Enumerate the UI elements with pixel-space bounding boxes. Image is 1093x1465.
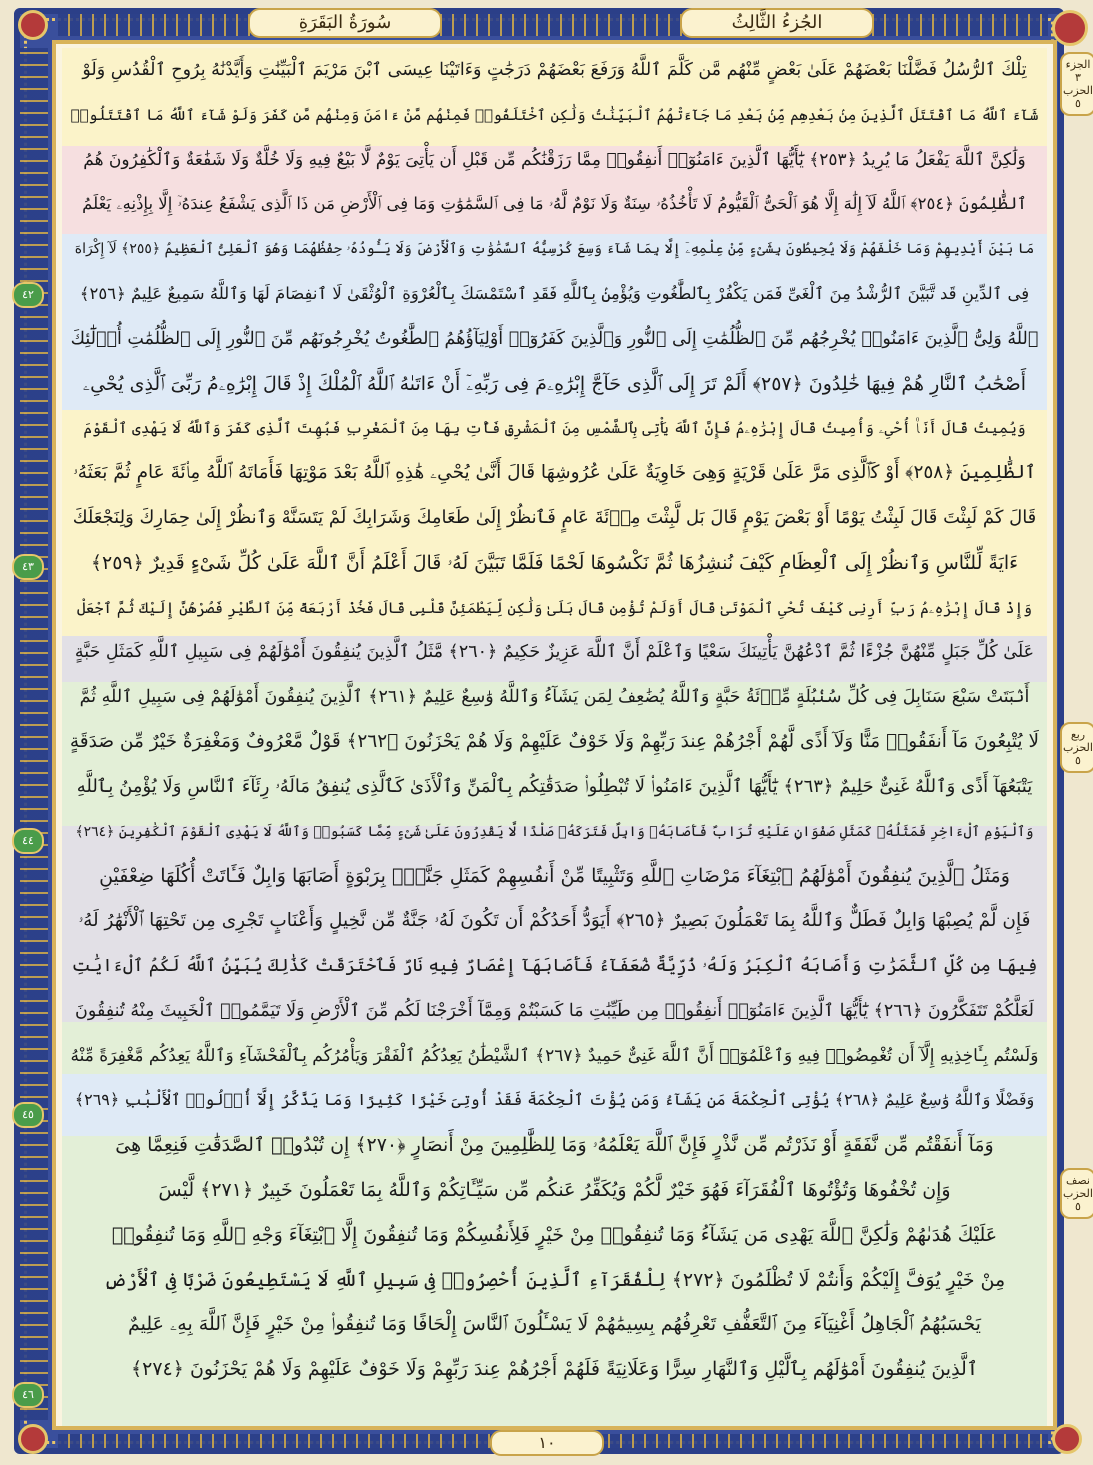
hizb-number: ٤٥: [12, 1102, 44, 1128]
text-line: عَلَىٰ كُلِّ جَبَلٍ مِّنْهُنَّ جُزْءًا ثُمَّ ٱدْعُهُنَّ يَأْتِينَكَ سَعْيًا وَٱعْلَمْ أَنَّ ٱللَّهَ عَزِيزٌ حَكِيمٌ ﴿٢٦٠﴾ مَّثَلُ ٱلَّذِينَ يُنفِقُونَ أَمْوَٰلَهُمْ فِى سَبِيلِ ٱللَّهِ كَمَثَلِ حَبَّةٍ: [74, 642, 1035, 663]
text-line: أَصْحَٰبُ ٱلنَّارِ هُمْ فِيهَا خَٰلِدُونَ ﴿٢٥٧﴾ أَلَمْ تَرَ إِلَى ٱلَّذِى حَآجَّ إِبْرَٰهِۦمَ فِى رَبِّهِۦٓ أَنْ ءَاتَىٰهُ ٱللَّهُ ٱلْمُلْكَ إِذْ قَالَ إِبْرَٰهِۦمُ رَبِّىَ ٱلَّذِى يُحْىِۦ: [82, 372, 1027, 395]
top-ornament: [58, 14, 1048, 36]
text-line: ءَايَةً لِّلنَّاسِ وَٱنظُرْ إِلَى ٱلْعِظَامِ كَيْفَ نُنشِزُهَا ثُمَّ نَكْسُوهَا لَحْمًا فَلَمَّا تَبَيَّنَ لَهُۥ قَالَ أَعْلَمُ أَنَّ ٱللَّهَ عَلَىٰ كُلِّ شَىْءٍ قَدِيرٌ ﴿٢٥٩﴾: [90, 551, 1019, 574]
text-line: وَإِن تُخْفُوهَا وَتُؤْتُوهَا ٱلْفُقَرَآءَ فَهُوَ خَيْرٌ لَّكُمْ وَيُكَفِّرُ عَنكُم مِّن سَيِّـَٔاتِكُمْ وَٱللَّهُ بِمَا تَعْمَلُونَ خَبِيرٌ ﴿٢٧١﴾ لَّيْسَ: [158, 1178, 951, 1201]
text-line: وَٱلْيَوْمِ ٱلْءَاخِرِ فَمَثَلُهُۥ كَمَثَلِ صَفْوَانٍ عَلَيْهِ تُرَابٌ فَأَصَابَهُۥ وَابِلٌ فَتَرَكَهُۥ صَلْدًا لَّا يَقْدِرُونَ عَلَىٰ شَىْءٍ مِّمَّا كَسَبُوا۟ وَٱللَّهُ لَا يَهْدِى ٱلْقَوْمَ ٱلْكَٰفِرِينَ ﴿٢٦٤﴾: [75, 823, 1034, 840]
text-line: أَنۢبَتَتْ سَبْعَ سَنَابِلَ فِى كُلِّ سُنۢبُلَةٍ مِّا۟ئَةُ حَبَّةٍ وَٱللَّهُ يُضَٰعِفُ لِمَن يَشَآءُ وَٱللَّهُ وَٰسِعٌ عَلِيمٌ ﴿٢٦١﴾ ٱلَّذِينَ يُنفِقُونَ أَمْوَٰلَهُمْ فِى سَبِيلِ ٱللَّهِ ثُمَّ: [79, 687, 1030, 708]
hizb-number: ٤٤: [12, 828, 44, 854]
hizb-number: ٤٢: [12, 282, 44, 308]
page-number: ١٠: [490, 1430, 604, 1456]
corner-rosette-icon: [18, 10, 48, 40]
verse-text: [62, 48, 1047, 1392]
text-line: وَإِذْ قَالَ إِبْرَٰهِۦمُ رَبِّ أَرِنِى كَيْفَ تُحْىِ ٱلْمَوْتَىٰ قَالَ أَوَلَمْ تُؤْمِن قَالَ بَلَىٰ وَلَٰكِن لِّيَطْمَئِنَّ قَلْبِى قَالَ فَخُذْ أَرْبَعَةً مِّنَ ٱلطَّيْرِ فَصُرْهُنَّ إِلَيْكَ ثُمَّ ٱجْعَلْ: [76, 598, 1033, 617]
corner-rosette-icon: [18, 1424, 48, 1454]
text-line: ٱللَّهُ وَلِىُّ ٱلَّذِينَ ءَامَنُوا۟ يُخْرِجُهُم مِّنَ ٱلظُّلُمَٰتِ إِلَى ٱلنُّورِ وَٱلَّذِينَ كَفَرُوٓا۟ أَوْلِيَآؤُهُمُ ٱلطَّٰغُوتُ يُخْرِجُونَهُم مِّنَ ٱلنُّورِ إِلَى ٱلظُّلُمَٰتِ أُو۟لَٰٓئِكَ: [70, 328, 1039, 349]
text-line: عَلَيْكَ هُدَىٰهُمْ وَلَٰكِنَّ ٱللَّهَ يَهْدِى مَن يَشَآءُ وَمَا تُنفِقُوا۟ مِنْ خَيْرٍ فَلِأَنفُسِكُمْ وَمَا تُنفِقُونَ إِلَّا ٱبْتِغَآءَ وَجْهِ ٱللَّهِ وَمَا تُنفِقُوا۟: [111, 1223, 998, 1246]
text-line: وَيُمِيتُ قَالَ أَنَا۠ أُحْىِۦ وَأُمِيتُ قَالَ إِبْرَٰهِۦمُ فَإِنَّ ٱللَّهَ يَأْتِى بِٱلشَّمْسِ مِنَ ٱلْمَشْرِقِ فَأْتِ بِهَا مِنَ ٱلْمَغْرِبِ فَبُهِتَ ٱلَّذِى كَفَرَ وَٱللَّهُ لَا يَهْدِى ٱلْقَوْمَ: [83, 419, 1026, 438]
text-line: فِى ٱلدِّينِ قَد تَّبَيَّنَ ٱلرُّشْدُ مِنَ ٱلْغَىِّ فَمَن يَكْفُرْ بِٱلطَّٰغُوتِ وَيُؤْمِنۢ بِٱللَّهِ فَقَدِ ٱسْتَمْسَكَ بِٱلْعُرْوَةِ ٱلْوُثْقَىٰ لَا ٱنفِصَامَ لَهَا وَٱللَّهُ سَمِيعٌ عَلِيمٌ ﴿٢٥٦﴾: [79, 283, 1030, 303]
hizb-label: الحزب ٥: [1063, 84, 1093, 110]
left-ornament: [20, 48, 48, 1420]
rub-marker: ربع الحزب ٥: [1060, 722, 1093, 773]
juz-label: الجزء ٣: [1065, 58, 1091, 84]
text-line: قَالَ كَمْ لَبِثْتَ قَالَ لَبِثْتُ يَوْمًا أَوْ بَعْضَ يَوْمٍ قَالَ بَل لَّبِثْتَ مِا۟ئَةَ عَامٍ فَٱنظُرْ إِلَىٰ طَعَامِكَ وَشَرَابِكَ لَمْ يَتَسَنَّهْ وَٱنظُرْ إِلَىٰ حِمَارِكَ وَلِنَجْعَلَكَ: [72, 506, 1037, 528]
text-line: شَآءَ ٱللَّهُ مَا ٱقْتَتَلَ ٱلَّذِينَ مِنۢ بَعْدِهِم مِّنۢ بَعْدِ مَا جَآءَتْهُمُ ٱلْبَيِّنَٰتُ وَلَٰكِنِ ٱخْتَلَفُوا۟ فَمِنْهُم مَّنْ ءَامَنَ وَمِنْهُم مَّن كَفَرَ وَلَوْ شَآءَ ٱللَّهُ مَا ٱقْتَتَلُوا۟: [70, 105, 1039, 124]
hizb-number: ٤٦: [12, 1382, 44, 1408]
text-line: لَا يُتْبِعُونَ مَآ أَنفَقُوا۟ مَنًّا وَلَآ أَذًى لَّهُمْ أَجْرُهُمْ عِندَ رَبِّهِمْ وَلَا خَوْفٌ عَلَيْهِمْ وَلَا هُمْ يَحْزَنُونَ ﴿٢٦٢﴾ قَوْلٌ مَّعْرُوفٌ وَمَغْفِرَةٌ خَيْرٌ مِّن صَدَقَةٍ: [69, 730, 1039, 752]
juz-hizb-marker: [1060, 52, 1093, 116]
corner-rosette-icon: [1052, 10, 1088, 46]
hizb-number: ٤٣: [12, 554, 44, 580]
nisf-marker: نصف الحزب ٥: [1060, 1168, 1093, 1219]
surah-title: سُورَةُ البَقَرَةِ: [248, 8, 442, 38]
text-line: فِيهَا مِن كُلِّ ٱلثَّمَرَٰتِ وَأَصَابَهُ ٱلْكِبَرُ وَلَهُۥ ذُرِّيَّةٌ ضُعَفَآءُ فَأَصَابَهَآ إِعْصَارٌ فِيهِ نَارٌ فَٱحْتَرَقَتْ كَذَٰلِكَ يُبَيِّنُ ٱللَّهُ لَكُمُ ٱلْءَايَٰتِ: [71, 955, 1038, 976]
text-line: وَفَضْلًا وَٱللَّهُ وَٰسِعٌ عَلِيمٌ ﴿٢٦٨﴾ يُؤْتِى ٱلْحِكْمَةَ مَن يَشَآءُ وَمَن يُؤْتَ ٱلْحِكْمَةَ فَقَدْ أُوتِىَ خَيْرًا كَثِيرًا وَمَا يَذَّكَّرُ إِلَّآ أُو۟لُوا۟ ٱلْأَلْبَٰبِ ﴿٢٦٩﴾: [74, 1090, 1035, 1110]
text-line: وَمَثَلُ ٱلَّذِينَ يُنفِقُونَ أَمْوَٰلَهُمُ ٱبْتِغَآءَ مَرْضَاتِ ٱللَّهِ وَتَثْبِيتًا مِّنْ أَنفُسِهِمْ كَمَثَلِ جَنَّةٍۭ بِرَبْوَةٍ أَصَابَهَا وَابِلٌ فَـَٔاتَتْ أُكُلَهَا ضِعْفَيْنِ: [99, 865, 1010, 888]
text-line: ٱلظَّٰلِمِينَ ﴿٢٥٨﴾ أَوْ كَٱلَّذِى مَرَّ عَلَىٰ قَرْيَةٍ وَهِىَ خَاوِيَةٌ عَلَىٰ عُرُوشِهَا قَالَ أَنَّىٰ يُحْىِۦ هَٰذِهِ ٱللَّهُ بَعْدَ مَوْتِهَا فَأَمَاتَهُ ٱللَّهُ مِا۟ئَةَ عَامٍ ثُمَّ بَعَثَهُۥ: [73, 462, 1036, 484]
text-line: وَلَسْتُم بِـَٔاخِذِيهِ إِلَّآ أَن تُغْمِضُوا۟ فِيهِ وَٱعْلَمُوٓا۟ أَنَّ ٱللَّهَ غَنِىٌّ حَمِيدٌ ﴿٢٦٧﴾ ٱلشَّيْطَٰنُ يَعِدُكُمُ ٱلْفَقْرَ وَيَأْمُرُكُم بِٱلْفَحْشَآءِ وَٱللَّهُ يَعِدُكُم مَّغْفِرَةً مِّنْهُ: [70, 1045, 1039, 1066]
text-line: مِنْ خَيْرٍ يُوَفَّ إِلَيْكُمْ وَأَنتُمْ لَا تُظْلَمُونَ ﴿٢٧٢﴾ لِلْفُقَرَآءِ ٱلَّذِينَ أُحْصِرُوا۟ فِى سَبِيلِ ٱللَّهِ لَا يَسْتَطِيعُونَ ضَرْبًا فِى ٱلْأَرْضِ: [103, 1268, 1006, 1291]
text-line: وَلَٰكِنَّ ٱللَّهَ يَفْعَلُ مَا يُرِيدُ ﴿٢٥٣﴾ يَٰٓأَيُّهَا ٱلَّذِينَ ءَامَنُوٓا۟ أَنفِقُوا۟ مِمَّا رَزَقْنَٰكُم مِّن قَبْلِ أَن يَأْتِىَ يَوْمٌ لَّا بَيْعٌ فِيهِ وَلَا خُلَّةٌ وَلَا شَفَٰعَةٌ وَٱلْكَٰفِرُونَ هُمُ: [83, 149, 1026, 170]
text-line: ٱلَّذِينَ يُنفِقُونَ أَمْوَٰلَهُم بِٱلَّيْلِ وَٱلنَّهَارِ سِرًّا وَعَلَانِيَةً فَلَهُمْ أَجْرُهُمْ عِندَ رَبِّهِمْ وَلَا خَوْفٌ عَلَيْهِمْ وَلَا هُمْ يَحْزَنُونَ ﴿٢٧٤﴾: [131, 1358, 978, 1381]
text-line: تِلْكَ ٱلرُّسُلُ فَضَّلْنَا بَعْضَهُمْ عَلَىٰ بَعْضٍ مِّنْهُم مَّن كَلَّمَ ٱللَّهُ وَرَفَعَ بَعْضَهُمْ دَرَجَٰتٍ وَءَاتَيْنَا عِيسَى ٱبْنَ مَرْيَمَ ٱلْبَيِّنَٰتِ وَأَيَّدْنَٰهُ بِرُوحِ ٱلْقُدُسِ وَلَوْ: [82, 60, 1027, 80]
text-line: فَإِن لَّمْ يُصِبْهَا وَابِلٌ فَطَلٌّ وَٱللَّهُ بِمَا تَعْمَلُونَ بَصِيرٌ ﴿٢٦٥﴾ أَيَوَدُّ أَحَدُكُمْ أَن تَكُونَ لَهُۥ جَنَّةٌ مِّن نَّخِيلٍ وَأَعْنَابٍ تَجْرِى مِن تَحْتِهَا ٱلْأَنْهَٰرُ لَهُۥ: [78, 910, 1031, 932]
text-line: مَا بَيْنَ أَيْدِيهِمْ وَمَا خَلْفَهُمْ وَلَا يُحِيطُونَ بِشَىْءٍ مِّنْ عِلْمِهِۦٓ إِلَّا بِمَا شَآءَ وَسِعَ كُرْسِيُّهُ ٱلسَّمَٰوَٰتِ وَٱلْأَرْضَ وَلَا يَـُٔودُهُۥ حِفْظُهُمَا وَهُوَ ٱلْعَلِىُّ ٱلْعَظِيمُ ﴿٢٥٥﴾ لَآ إِكْرَاهَ: [74, 241, 1035, 258]
text-line: ٱلظَّٰلِمُونَ ﴿٢٥٤﴾ ٱللَّهُ لَآ إِلَٰهَ إِلَّا هُوَ ٱلْحَىُّ ٱلْقَيُّومُ لَا تَأْخُذُهُۥ سِنَةٌ وَلَا نَوْمٌ لَّهُۥ مَا فِى ٱلسَّمَٰوَٰتِ وَمَا فِى ٱلْأَرْضِ مَن ذَا ٱلَّذِى يَشْفَعُ عِندَهُۥٓ إِلَّا بِإِذْنِهِۦ يَعْلَمُ: [82, 194, 1027, 214]
juz-title: الجُزءُ الثَّالِثُ: [680, 8, 874, 38]
text-line: وَمَآ أَنفَقْتُم مِّن نَّفَقَةٍ أَوْ نَذَرْتُم مِّن نَّذْرٍ فَإِنَّ ٱللَّهَ يَعْلَمُهُۥ وَمَا لِلظَّٰلِمِينَ مِنْ أَنصَارٍ ﴿٢٧٠﴾ إِن تُبْدُوا۟ ٱلصَّدَقَٰتِ فَنِعِمَّا هِىَ: [115, 1134, 994, 1157]
text-line: يَتْبَعُهَآ أَذًى وَٱللَّهُ غَنِىٌّ حَلِيمٌ ﴿٢٦٣﴾ يَٰٓأَيُّهَا ٱلَّذِينَ ءَامَنُوا۟ لَا تُبْطِلُوا۟ صَدَقَٰتِكُم بِٱلْمَنِّ وَٱلْأَذَىٰ كَٱلَّذِى يُنفِقُ مَالَهُۥ رِئَآءَ ٱلنَّاسِ وَلَا يُؤْمِنُ بِٱللَّهِ: [76, 775, 1033, 797]
text-line: لَعَلَّكُمْ تَتَفَكَّرُونَ ﴿٢٦٦﴾ يَٰٓأَيُّهَا ٱلَّذِينَ ءَامَنُوٓا۟ أَنفِقُوا۟ مِن طَيِّبَٰتِ مَا كَسَبْتُمْ وَمِمَّآ أَخْرَجْنَا لَكُم مِّنَ ٱلْأَرْضِ وَلَا تَيَمَّمُوا۟ ٱلْخَبِيثَ مِنْهُ تُنفِقُونَ: [75, 1000, 1034, 1021]
text-line: يَحْسَبُهُمُ ٱلْجَاهِلُ أَغْنِيَآءَ مِنَ ٱلتَّعَفُّفِ تَعْرِفُهُم بِسِيمَٰهُمْ لَا يَسْـَٔلُونَ ٱلنَّاسَ إِلْحَافًا وَمَا تُنفِقُوا۟ مِنْ خَيْرٍ فَإِنَّ ٱللَّهَ بِهِۦ عَلِيمٌ: [128, 1313, 981, 1336]
